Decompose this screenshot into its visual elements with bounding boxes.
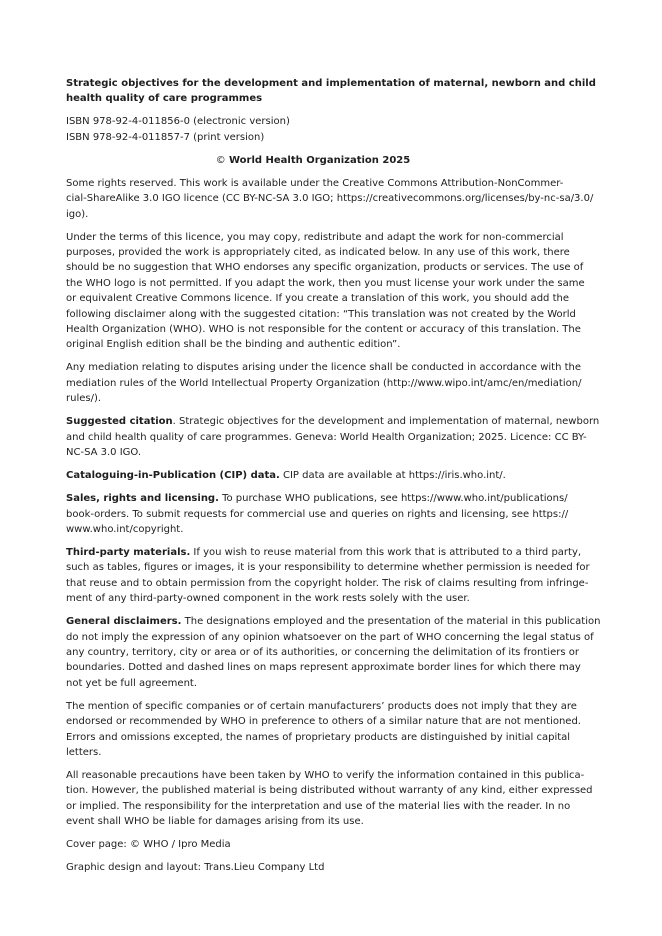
sales-text: To purchase WHO publications, see https://www.who.int/publications/ bbox=[218, 493, 568, 505]
text-line: Errors and omissions excepted, the names of proprietary products are distinguished by initial capital bbox=[66, 731, 571, 743]
text-line: any country, territory, city or area or of its authorities, or concerning the delimitation of its frontiers or bbox=[66, 646, 579, 658]
precautions-paragraph bbox=[66, 768, 593, 830]
text-line: mediation rules of the World Intellectual Property Organization (http://www.wipo.int/amc/en/mediation/ bbox=[66, 377, 582, 389]
copyright-symbol: © bbox=[215, 154, 226, 166]
text-line: NC-SA 3.0 IGO. bbox=[66, 447, 142, 459]
text-line bbox=[66, 468, 560, 483]
cover-credit bbox=[66, 837, 560, 852]
licence-terms-paragraph bbox=[66, 230, 585, 353]
isbn-print: ISBN 978-92-4-011857-7 (print version) bbox=[66, 131, 265, 143]
text-line: Some rights reserved. This work is available under the Creative Commons Attribution-NonCommer- bbox=[66, 177, 564, 189]
isbn-electronic: ISBN 978-92-4-011856-0 (electronic version) bbox=[66, 116, 290, 128]
text-line: such as tables, figures or images, it is your responsibility to determine whether permission is needed for bbox=[66, 562, 590, 574]
isbn-block bbox=[66, 114, 560, 145]
cip-text: CIP data are available at https://iris.who.int/. bbox=[279, 470, 506, 482]
text-line: letters. bbox=[66, 746, 102, 758]
rights-paragraph bbox=[66, 176, 594, 222]
text-line: that reuse and to obtain permission from the copyright holder. The risk of claims resulting from infringe- bbox=[66, 577, 589, 589]
page-content bbox=[66, 76, 601, 883]
text-line: Graphic design and layout: Trans.Lieu Company Ltd bbox=[66, 862, 325, 874]
text-line: book-orders. To submit requests for commercial use and queries on rights and licensing, see https:// bbox=[66, 508, 569, 520]
text-line: do not imply the expression of any opinion whatsoever on the part of WHO concerning the legal status of bbox=[66, 631, 594, 643]
text-line: boundaries. Dotted and dashed lines on maps represent approximate border lines for which there may bbox=[66, 662, 581, 674]
title-line: Strategic objectives for the development and implementation of maternal, newborn and child bbox=[66, 78, 596, 89]
third-party-paragraph bbox=[66, 545, 590, 607]
text-line: or equivalent Creative Commons licence. If you create a translation of this work, you should add the bbox=[66, 293, 569, 305]
text-line: ment of any third-party-owned component in the work rests solely with the user. bbox=[66, 593, 470, 605]
text-line: Health Organization (WHO). WHO is not responsible for the content or accuracy of this translation. The bbox=[66, 324, 581, 336]
text-line: All reasonable precautions have been taken by WHO to verify the information contained in this publica- bbox=[66, 769, 585, 781]
text-line bbox=[66, 491, 568, 506]
sales-paragraph bbox=[66, 491, 569, 537]
companies-paragraph bbox=[66, 699, 581, 761]
title-line: health quality of care programmes bbox=[66, 93, 263, 105]
mediation-paragraph bbox=[66, 360, 582, 406]
text-line: www.who.int/copyright. bbox=[66, 523, 184, 535]
citation-label: Suggested citation bbox=[66, 416, 173, 428]
text-line: or implied. The responsibility for the interpretation and use of the material lies with the reader. In no bbox=[66, 800, 571, 812]
text-line bbox=[66, 414, 600, 429]
text-line: Under the terms of this licence, you may copy, redistribute and adapt the work for non-commercial bbox=[66, 231, 564, 243]
sales-label: Sales, rights and licensing. bbox=[66, 493, 219, 505]
text-line: Cover page: © WHO / Ipro Media bbox=[66, 839, 231, 851]
third-party-text: If you wish to reuse material from this work that is attributed to a third party, bbox=[190, 546, 582, 558]
design-credit bbox=[66, 860, 560, 875]
text-line: endorsed or recommended by WHO in preference to others of a similar nature that are not mentioned. bbox=[66, 716, 581, 728]
text-line: and child health quality of care programmes. Geneva: World Health Organization; 2025. Licence: CC BY- bbox=[66, 431, 587, 443]
text-line: Any mediation relating to disputes arising under the licence shall be conducted in accordance with the bbox=[66, 362, 582, 374]
text-line: The mention of specific companies or of certain manufacturers’ products does not imply that they are bbox=[66, 700, 577, 712]
cip-label: Cataloguing-in-Publication (CIP) data. bbox=[66, 470, 280, 482]
text-line: rules/). bbox=[66, 393, 102, 405]
text-line: the WHO logo is not permitted. If you adapt the work, then you must license your work under the same bbox=[66, 277, 585, 289]
text-line: tion. However, the published material is being distributed without warranty of any kind, either expressed bbox=[66, 785, 593, 797]
text-line: cial-ShareAlike 3.0 IGO licence (CC BY-NC-SA 3.0 IGO; https://creativecommons.org/licenses/by-nc-sa/3.0/ bbox=[66, 193, 594, 205]
text-line: igo). bbox=[66, 208, 89, 220]
third-party-label: Third-party materials. bbox=[66, 546, 191, 558]
disclaimers-paragraph bbox=[66, 614, 601, 691]
cip-paragraph bbox=[66, 468, 560, 483]
citation-paragraph bbox=[66, 414, 600, 460]
text-line: purposes, provided the work is appropriately cited, as indicated below. In any use of this work, there bbox=[66, 247, 570, 259]
disclaimers-text: The designations employed and the presentation of the material in this publication bbox=[181, 616, 601, 628]
text-line bbox=[66, 614, 601, 629]
disclaimers-label: General disclaimers. bbox=[66, 616, 182, 628]
text-line: event shall WHO be liable for damages arising from its use. bbox=[66, 816, 364, 828]
publication-title bbox=[66, 76, 596, 107]
text-line: should be no suggestion that WHO endorses any specific organization, products or services. The use of bbox=[66, 262, 584, 274]
copyright-notice bbox=[66, 153, 560, 168]
citation-text: . Strategic objectives for the development and implementation of maternal, newborn bbox=[172, 416, 600, 428]
text-line bbox=[66, 545, 582, 560]
text-line: original English edition shall be the binding and authentic edition”. bbox=[66, 339, 401, 351]
copyright-holder: World Health Organization 2025 bbox=[228, 154, 411, 166]
text-line: not yet be full agreement. bbox=[66, 677, 198, 689]
text-line: following disclaimer along with the suggested citation: “This translation was not created by the World bbox=[66, 308, 576, 320]
